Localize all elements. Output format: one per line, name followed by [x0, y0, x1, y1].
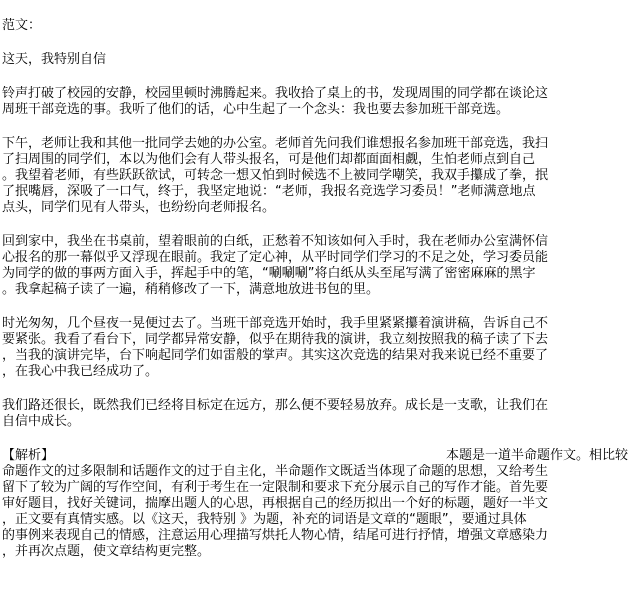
paragraph-line: 。我望着老师，有些跃跃欲试，可转念一想又怕到时候选不上被同学嘲笑，我双手攥成了拳，抿: [2, 168, 549, 183]
analysis-line: ，正文要有真情实感。以《这天，我特别 》为题，补充的词语是文章的“题眼”，要通过具体: [2, 512, 527, 527]
analysis-section: [2, 448, 628, 560]
analysis-line: 审好题目，找好关键词，揣摩出题人的心思，再根据自己的经历拟出一个好的标题，题好一半文: [2, 496, 549, 511]
paragraph-line: ，在我心中我已经成功了。: [2, 364, 159, 379]
paragraph-line: 。我拿起稿子读了一遍，稍稍修改了一下，满意地放进书包的里。: [2, 282, 380, 297]
essay-paragraph-2: [2, 136, 628, 216]
paragraph-line: 点头，同学们见有人带头，也纷纷向老师报名。: [2, 200, 276, 215]
paragraph-line: 周班干部竞选的事。我听了他们的话，心中生起了一个念头：我也要去参加班干部竞选。: [2, 102, 510, 117]
paragraph-line: 回到家中，我坐在书桌前，望着眼前的白纸，正愁着不知该如何入手时，我在老师办公室满怀信: [2, 234, 549, 249]
paragraph-line: 心报名的那一幕似乎又浮现在眼前。我定了定心神，从平时同学们学习的不足之处，学习委员能: [2, 250, 549, 265]
analysis-line: 的事例来表现自己的情感，注意运用心理描写烘托人物心情，结尾可进行抒情，增强文章感染力: [2, 528, 549, 543]
essay-paragraph-3: [2, 234, 628, 298]
paragraph-line: 时光匆匆，几个昼夜一晃便过去了。当班干部竞选开始时，我手里紧紧攥着演讲稿，告诉自己不: [2, 316, 549, 331]
analysis-first-line: 本题是一道半命题作文。相比较: [445, 448, 628, 463]
paragraph-line: 了抿嘴唇，深吸了一口气，终于，我坚定地说：“老师，我报名竞选学习委员！”老师满意地点: [2, 184, 536, 199]
paragraph-line: 了扫周围的同学们，本以为他们会有人带头报名，可是他们却都面面相觑，生怕老师点到自己: [2, 152, 536, 167]
paragraph-line: 自信中成长。: [2, 414, 81, 429]
analysis-label: 【解析】: [2, 448, 55, 463]
essay-paragraph-5: [2, 398, 628, 430]
model-essay-label: 范文：: [2, 18, 42, 33]
paragraph-line: 铃声打破了校园的安静，校园里顿时沸腾起来。我收拾了桌上的书，发现周围的同学都在谈论这: [2, 86, 549, 101]
essay-title: 这天，我特别自信: [2, 52, 107, 67]
paragraph-line: 我们路还很长，既然我们已经将目标定在远方，那么便不要轻易放弃。成长是一支歌，让我们在: [2, 398, 549, 413]
analysis-line: 留下了较为广阔的写作空间，有利于考生在一定限制和要求下充分展示自己的写作才能。首先要: [2, 480, 549, 495]
essay-paragraph-4: [2, 316, 628, 380]
paragraph-line: 要紧张。我看了看台下，同学都异常安静，似乎在期待我的演讲，我立刻按照我的稿子读了下去: [2, 332, 549, 347]
essay-paragraph-1: [2, 86, 628, 118]
paragraph-line: 下午，老师让我和其他一批同学去她的办公室。老师首先问我们谁想报名参加班干部竞选，我扫: [2, 136, 549, 151]
paragraph-line: ，当我的演讲完毕，台下响起同学们如雷般的掌声。其实这次竞选的结果对我来说已经不重要了: [2, 348, 549, 363]
analysis-line: 命题作文的过多限制和话题作文的过于自主化，半命题作文既适当体现了命题的思想，又给考生: [2, 464, 549, 479]
paragraph-line: 为同学的做的事两方面入手，挥起手中的笔，“唰唰唰”将白纸从头至尾写满了密密麻麻的黑字: [2, 266, 536, 281]
analysis-header-row: [2, 448, 628, 464]
analysis-line: ，并再次点题，使文章结构更完整。: [2, 544, 211, 559]
